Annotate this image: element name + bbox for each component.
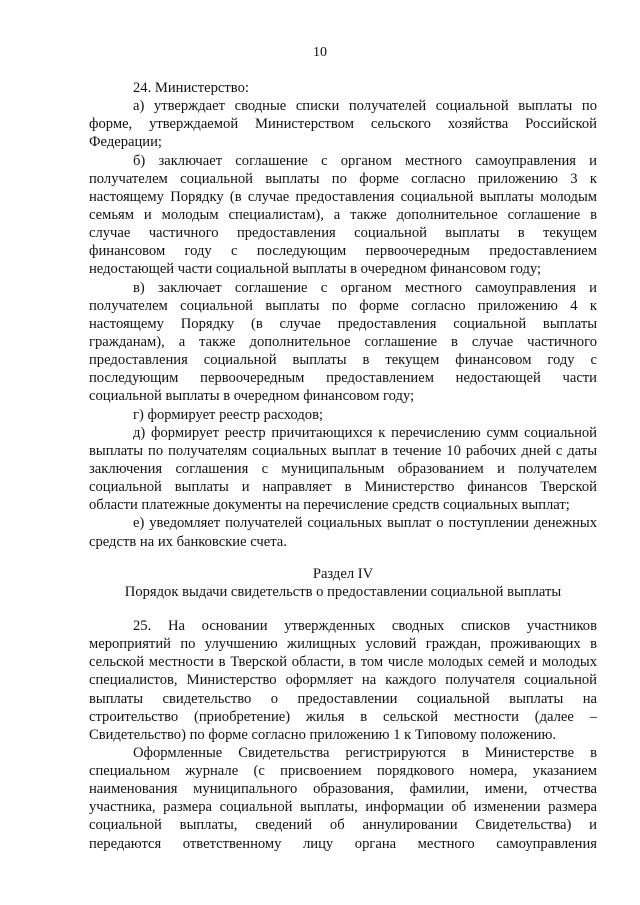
text-line: получателем социальной выплаты по форме согласно приложению 4 к (89, 297, 597, 314)
text-line: в) заключает соглашение с органом местного самоуправления и (133, 279, 597, 296)
text-line: социальной выплаты в очередном финансовом году; (89, 388, 415, 405)
text-line: участника, размера социальной выплаты, информации об изменении размера (89, 799, 597, 816)
text-line: заключения соглашения с муниципальным образованием и получателем (89, 460, 597, 477)
text-line: передаются ответственному лицу органа местного самоуправления (89, 835, 597, 852)
text-line: а) утверждает сводные списки получателей социальной выплаты по (133, 98, 597, 115)
text-line: б) заключает соглашение с органом местного самоуправления и (133, 152, 597, 169)
section-24-heading: 24. Министерство: (133, 80, 249, 96)
text-line: получателем социальной выплаты по форме согласно приложению 3 к (89, 170, 597, 187)
text-line: сельской местности в Тверской области, в том числе молодых семей и молодых (89, 654, 597, 671)
text-line: выплаты по получателям социальных выплат в течение 10 рабочих дней с даты (89, 442, 597, 459)
text-line: форме, утверждаемой Министерством сельского хозяйства Российской (89, 116, 597, 133)
text-line: специальном журнале (с присвоением порядкового номера, указанием (89, 763, 597, 780)
text-line: области платежные документы на перечисление средств социальных выплат; (89, 497, 570, 514)
text-line: средств на их банковские счета. (89, 533, 287, 550)
text-line: настоящему Порядку (в случае предоставления социальной выплаты молодым (89, 188, 597, 205)
text-line: Свидетельство) по форме согласно приложению 1 к Типовому положению. (89, 726, 557, 743)
document-body (89, 79, 597, 853)
section-title: Раздел IV (312, 565, 374, 582)
section-subtitle: Порядок выдачи свидетельств о предоставлении социальной выплаты (124, 583, 562, 600)
page-number: 10 (313, 45, 327, 60)
item-g (89, 406, 597, 424)
text-line: социальной выплаты и направляет в Министерство финансов Тверской (89, 479, 597, 496)
text-line: настоящему Порядку (в случае предоставления социальной выплаты (89, 315, 597, 332)
text-line: социальной выплаты, сведений об аннулировании Свидетельства) и (89, 817, 597, 834)
text-line: д) формирует реестр причитающихся к перечислению сумм социальной (133, 424, 597, 441)
text-line: семьям и молодым специалистам), а также дополнительное соглашение в (89, 206, 597, 223)
text-line: строительство (приобретение) жилья в сельской местности (далее – (89, 708, 597, 725)
text-line: специалистов, Министерство оформляет на каждого получателя социальной (89, 672, 597, 689)
text-line: гражданам), а также дополнительное соглашение в случае частичного (89, 333, 597, 350)
item-b (89, 152, 597, 279)
item-v (89, 279, 597, 406)
text-line: Федерации; (89, 134, 162, 151)
paragraph-registration (89, 744, 597, 853)
text-line: недостающей части социальной выплаты в очередном финансовом году; (89, 261, 542, 278)
text-line: г) формирует реестр расходов; (133, 406, 324, 423)
text-line: финансовом году с последующим первоочередным предоставлением (89, 243, 597, 260)
item-e (89, 514, 597, 550)
text-line: е) уведомляет получателей социальных выплат о поступлении денежных (133, 515, 597, 532)
text-line: Оформленные Свидетельства регистрируются в Министерстве в (133, 744, 597, 761)
item-d (89, 424, 597, 515)
text-line: последующим первоочередным предоставлением недостающей части (89, 370, 597, 387)
text-line: выплаты свидетельство о предоставлении социальной выплаты на (89, 690, 597, 707)
text-line: 25. На основании утвержденных сводных списков участников (133, 617, 597, 634)
text-line: наименования муниципального образования, фамилии, имени, отчества (89, 781, 597, 798)
item-a (89, 97, 597, 151)
text-line: случае частичного предоставления социальной выплаты в текущем (89, 225, 597, 242)
text-line: предоставления социальной выплаты в текущем финансовом году с (89, 352, 597, 369)
text-line: мероприятий по улучшению жилищных условий граждан, проживающих в (89, 636, 597, 653)
paragraph-25 (89, 617, 597, 744)
